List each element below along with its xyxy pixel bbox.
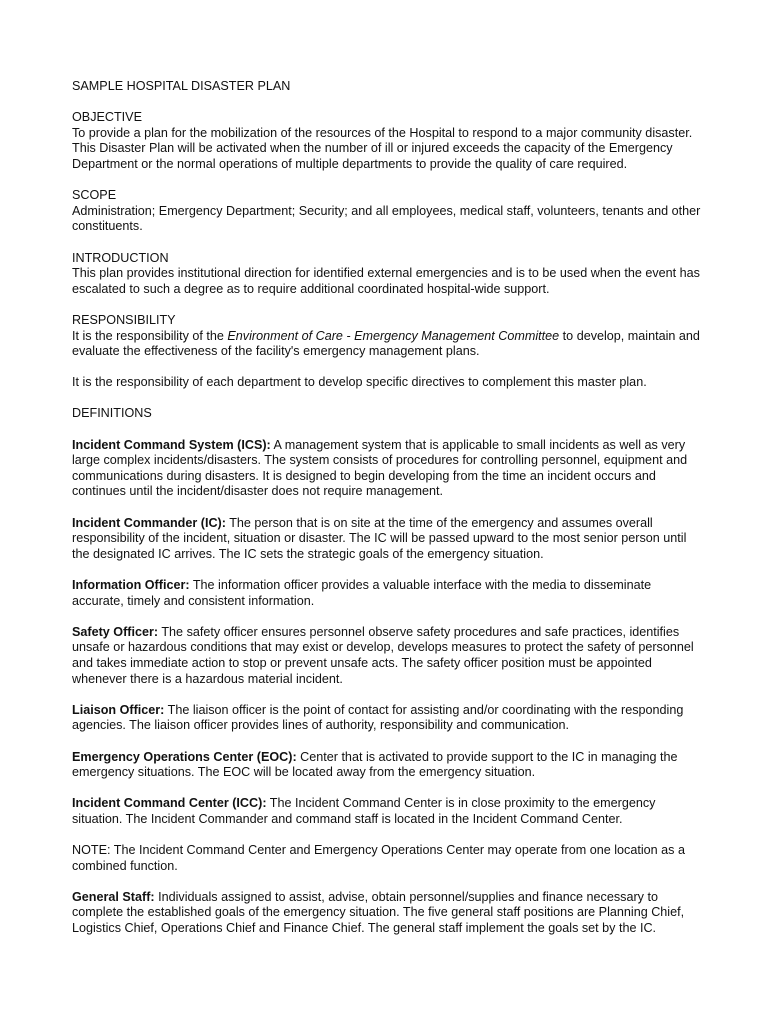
spacer <box>72 360 702 376</box>
spacer <box>72 874 702 890</box>
responsibility-paragraph <box>72 329 702 360</box>
spacer <box>72 562 702 578</box>
definition-term: Incident Commander (IC): <box>72 515 226 530</box>
scope-heading: SCOPE <box>72 188 117 203</box>
note-text: NOTE: The Incident Command Center and Emergency Operations Center may operate from one location as a combined function. <box>72 843 685 873</box>
definition-term: Safety Officer: <box>72 624 159 639</box>
definition-liaison-officer <box>72 703 702 734</box>
definition-text: The safety officer ensures personnel observe safety procedures and safe practices, identifies unsafe or hazardous conditions that may exist or develop, develops measures to protect the safety of personnel and takes immediate action to stop or prevent unsafe acts. The safety officer position must be appointed whenever there is a hazardous material incident. <box>72 624 694 686</box>
responsibility-heading: RESPONSIBILITY <box>72 312 176 327</box>
definition-safety-officer <box>72 625 702 687</box>
document-page <box>72 79 702 937</box>
definition-text: Individuals assigned to assist, advise, obtain personnel/supplies and finance necessary to complete the established goals of the emergency situation. The five general staff positions are Planning Chief, Logistics Chief, Operations Chief and Finance Chief. The general staff implement the goals set by the IC. <box>72 889 685 936</box>
definition-text: The Incident Command Center is in close proximity to the emergency situation. The Incident Commander and command staff is located in the Incident Command Center. <box>72 796 656 826</box>
definition-text: A management system that is applicable to small incidents as well as very large complex incidents/disasters. The system consists of procedures for controlling personnel, equipment and communications during disasters. It is designed to begin developing from the time an incident occurs and continues until the incident/disaster does not require management. <box>72 437 688 499</box>
spacer <box>72 391 702 407</box>
definition-text: Center that is activated to provide support to the IC in managing the emergency situations. The EOC will be located away from the emergency situation. <box>72 749 678 780</box>
spacer <box>72 734 702 750</box>
definition-ic <box>72 516 702 563</box>
responsibility-text-2: It is the responsibility of each department to develop specific directives to complement this master plan. <box>72 375 647 390</box>
spacer <box>72 828 702 844</box>
definition-text: The liaison officer is the point of contact for assisting and/or coordinating with the responding agencies. The liaison officer provides lines of authority, responsibility and communication. <box>72 702 684 733</box>
definition-ics <box>72 438 702 500</box>
definition-icc <box>72 796 702 827</box>
spacer <box>72 500 702 516</box>
spacer <box>72 609 702 625</box>
spacer <box>72 422 702 438</box>
definition-text: The person that is on site at the time of the emergency and assumes overall responsibility of the incident, situation or disaster. The IC will be passed upward to the most senior person until the designated IC arrives. The IC sets the strategic goals of the emergency situation. <box>72 515 687 561</box>
spacer <box>72 781 702 797</box>
committee-name: Environment of Care - Emergency Management Committee <box>227 328 560 343</box>
spacer <box>72 173 702 189</box>
definition-term: Liaison Officer: <box>72 702 165 717</box>
spacer <box>72 297 702 313</box>
definitions-heading: DEFINITIONS <box>72 406 152 421</box>
scope-text: Administration; Emergency Department; Security; and all employees, medical staff, volunteers, tenants and other constituents. <box>72 203 701 234</box>
definition-general-staff <box>72 890 702 937</box>
spacer <box>72 687 702 703</box>
definition-term: Incident Command Center (ICC): <box>72 796 267 811</box>
introduction-text: This plan provides institutional direction for identified external emergencies and is to be used when the event has escalated to such a degree as to require additional coordinated hospital-wide support. <box>72 266 700 296</box>
definition-text: The information officer provides a valuable interface with the media to disseminate accurate, timely and consistent information. <box>72 578 652 608</box>
objective-text: To provide a plan for the mobilization of the resources of the Hospital to respond to a major community disaster. This Disaster Plan will be activated when the number of ill or injured exceeds the capacity of the Emergency Department or the normal operations of multiple departments to provide the quality of care required. <box>72 125 693 171</box>
objective-heading: OBJECTIVE <box>72 110 142 125</box>
definition-term: Emergency Operations Center (EOC): <box>72 749 297 764</box>
definition-term: Information Officer: <box>72 578 190 592</box>
responsibility-text-after: to develop, maintain and evaluate the effectiveness of the facility's emergency management plans. <box>72 328 700 359</box>
definition-information-officer <box>72 578 702 609</box>
definition-term: General Staff: <box>72 889 155 904</box>
definition-term: Incident Command System (ICS): <box>72 437 271 452</box>
spacer <box>72 235 702 251</box>
definition-eoc <box>72 750 702 781</box>
responsibility-text-before: It is the responsibility of the <box>72 328 228 343</box>
introduction-heading: INTRODUCTION <box>72 250 169 265</box>
spacer <box>72 95 702 111</box>
document-title: SAMPLE HOSPITAL DISASTER PLAN <box>72 79 291 93</box>
